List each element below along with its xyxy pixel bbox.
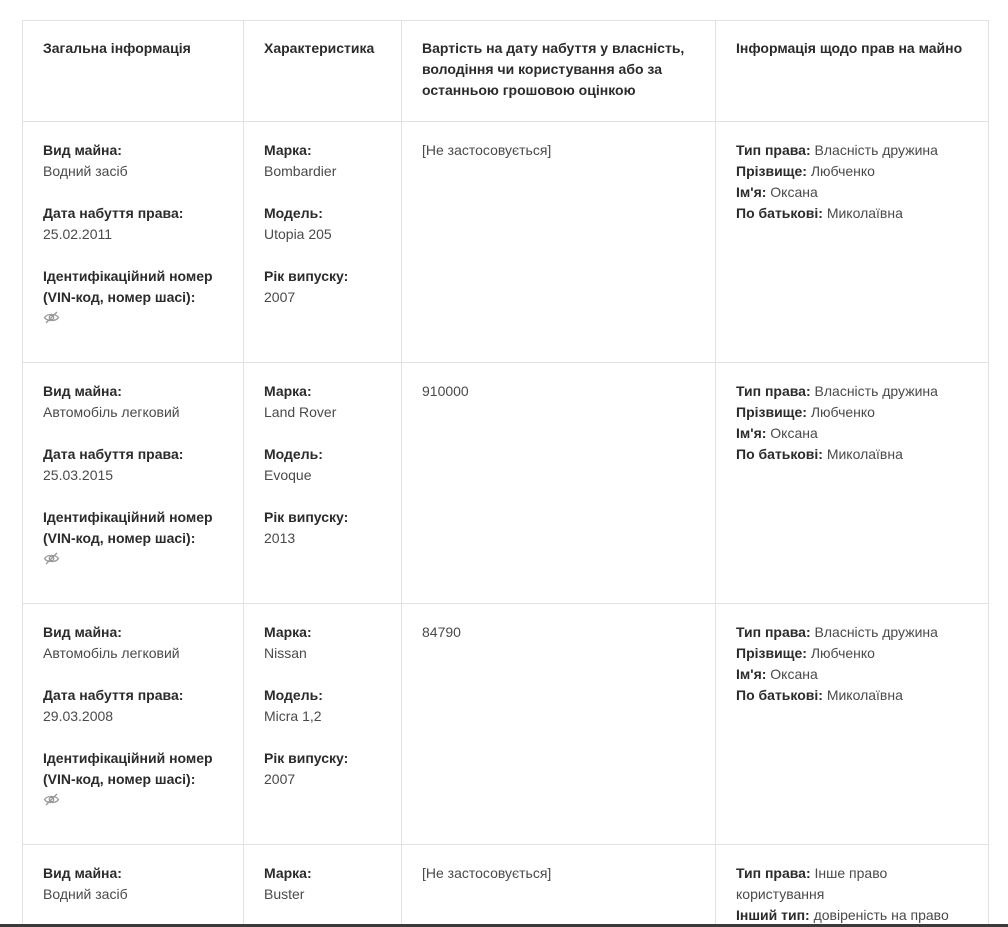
right-type-value: Власність дружина xyxy=(814,624,938,640)
patronymic-value: Миколаївна xyxy=(826,205,903,221)
value-cell xyxy=(402,845,716,927)
rights-cell xyxy=(716,122,989,363)
patronymic-label: По батькові: xyxy=(736,446,823,462)
value-cell xyxy=(402,604,716,845)
kind-value: Водний засіб xyxy=(43,886,128,902)
year-value: 2013 xyxy=(264,530,296,546)
eye-slash-icon[interactable] xyxy=(43,311,60,324)
right-type-label: Тип права: xyxy=(736,142,811,158)
patronymic-label: По батькові: xyxy=(736,687,823,703)
header-general: Загальна інформація xyxy=(23,21,244,122)
model-label: Модель: xyxy=(264,687,323,703)
model-label: Модель: xyxy=(264,446,323,462)
name-value: Оксана xyxy=(770,425,818,441)
right-type-value: Власність дружина xyxy=(814,142,938,158)
surname-label: Прізвище: xyxy=(736,645,807,661)
surname-label: Прізвище: xyxy=(736,404,807,420)
rights-cell xyxy=(716,363,989,604)
rights-cell xyxy=(716,845,989,927)
characteristics-cell xyxy=(244,363,402,604)
table-row xyxy=(23,845,989,927)
value-amount: 84790 xyxy=(422,624,461,640)
property-table-container xyxy=(22,20,988,927)
acq-date-value: 25.03.2015 xyxy=(43,467,114,483)
eye-slash-icon[interactable] xyxy=(43,552,60,565)
header-rights: Інформація щодо прав на майно xyxy=(716,21,989,122)
name-value: Оксана xyxy=(770,666,818,682)
right-type-label: Тип права: xyxy=(736,383,811,399)
brand-label: Марка: xyxy=(264,383,312,399)
year-value: 2007 xyxy=(264,289,296,305)
kind-label: Вид майна: xyxy=(43,383,122,399)
table-row xyxy=(23,363,989,604)
characteristics-cell xyxy=(244,122,402,363)
vin-label: Ідентифікаційний номер (VIN-код, номер шасі): xyxy=(43,750,213,787)
patronymic-value: Миколаївна xyxy=(826,687,903,703)
kind-label: Вид майна: xyxy=(43,624,122,640)
patronymic-label: По батькові: xyxy=(736,205,823,221)
general-cell xyxy=(23,604,244,845)
model-value: Utopia 205 xyxy=(264,226,332,242)
name-label: Ім'я: xyxy=(736,425,767,441)
kind-value: Автомобіль легковий xyxy=(43,645,180,661)
table-row xyxy=(23,604,989,845)
kind-value: Автомобіль легковий xyxy=(43,404,180,420)
value-cell xyxy=(402,122,716,363)
model-value: Micra 1,2 xyxy=(264,708,322,724)
value-amount: [Не застосовується] xyxy=(422,865,552,881)
general-cell xyxy=(23,363,244,604)
header-value: Вартість на дату набуття у власність, володіння чи користування або за останньою грошовою оцінкою xyxy=(402,21,716,122)
vehicles-table xyxy=(22,20,989,927)
general-cell xyxy=(23,845,244,927)
eye-slash-icon[interactable] xyxy=(43,793,60,806)
year-label: Рік випуску: xyxy=(264,509,349,525)
general-cell xyxy=(23,122,244,363)
acq-date-label: Дата набуття права: xyxy=(43,687,184,703)
surname-value: Любченко xyxy=(810,163,875,179)
kind-label: Вид майна: xyxy=(43,865,122,881)
value-amount: [Не застосовується] xyxy=(422,142,552,158)
brand-value: Nissan xyxy=(264,645,307,661)
kind-label: Вид майна: xyxy=(43,142,122,158)
acq-date-label: Дата набуття права: xyxy=(43,205,184,221)
acq-date-value: 25.02.2011 xyxy=(43,226,113,242)
year-label: Рік випуску: xyxy=(264,268,349,284)
table-header-row xyxy=(23,21,989,122)
kind-value: Водний засіб xyxy=(43,163,128,179)
brand-label: Марка: xyxy=(264,142,312,158)
vin-label: Ідентифікаційний номер (VIN-код, номер шасі): xyxy=(43,268,213,305)
brand-label: Марка: xyxy=(264,624,312,640)
other-type-value: довіреність на право xyxy=(813,907,949,923)
patronymic-value: Миколаївна xyxy=(826,446,903,462)
characteristics-cell xyxy=(244,604,402,845)
acq-date-label: Дата набуття права: xyxy=(43,446,184,462)
rights-cell xyxy=(716,604,989,845)
right-type-value: Інше право користування xyxy=(736,865,888,902)
right-type-label: Тип права: xyxy=(736,624,811,640)
right-type-label: Тип права: xyxy=(736,865,811,881)
model-label: Модель: xyxy=(264,205,323,221)
brand-value: Bombardier xyxy=(264,163,337,179)
value-amount: 910000 xyxy=(422,383,469,399)
acq-date-value: 29.03.2008 xyxy=(43,708,114,724)
other-type-label: Інший тип: xyxy=(736,907,810,923)
surname-label: Прізвище: xyxy=(736,163,807,179)
name-value: Оксана xyxy=(770,184,818,200)
surname-value: Любченко xyxy=(810,645,875,661)
year-value: 2007 xyxy=(264,771,296,787)
brand-value: Land Rover xyxy=(264,404,337,420)
name-label: Ім'я: xyxy=(736,666,767,682)
table-row xyxy=(23,122,989,363)
right-type-value: Власність дружина xyxy=(814,383,938,399)
model-value: Evoque xyxy=(264,467,312,483)
value-cell xyxy=(402,363,716,604)
surname-value: Любченко xyxy=(810,404,875,420)
header-characteristics: Характеристика xyxy=(244,21,402,122)
characteristics-cell xyxy=(244,845,402,927)
vin-label: Ідентифікаційний номер (VIN-код, номер шасі): xyxy=(43,509,213,546)
brand-value: Buster xyxy=(264,886,305,902)
year-label: Рік випуску: xyxy=(264,750,349,766)
name-label: Ім'я: xyxy=(736,184,767,200)
brand-label: Марка: xyxy=(264,865,312,881)
